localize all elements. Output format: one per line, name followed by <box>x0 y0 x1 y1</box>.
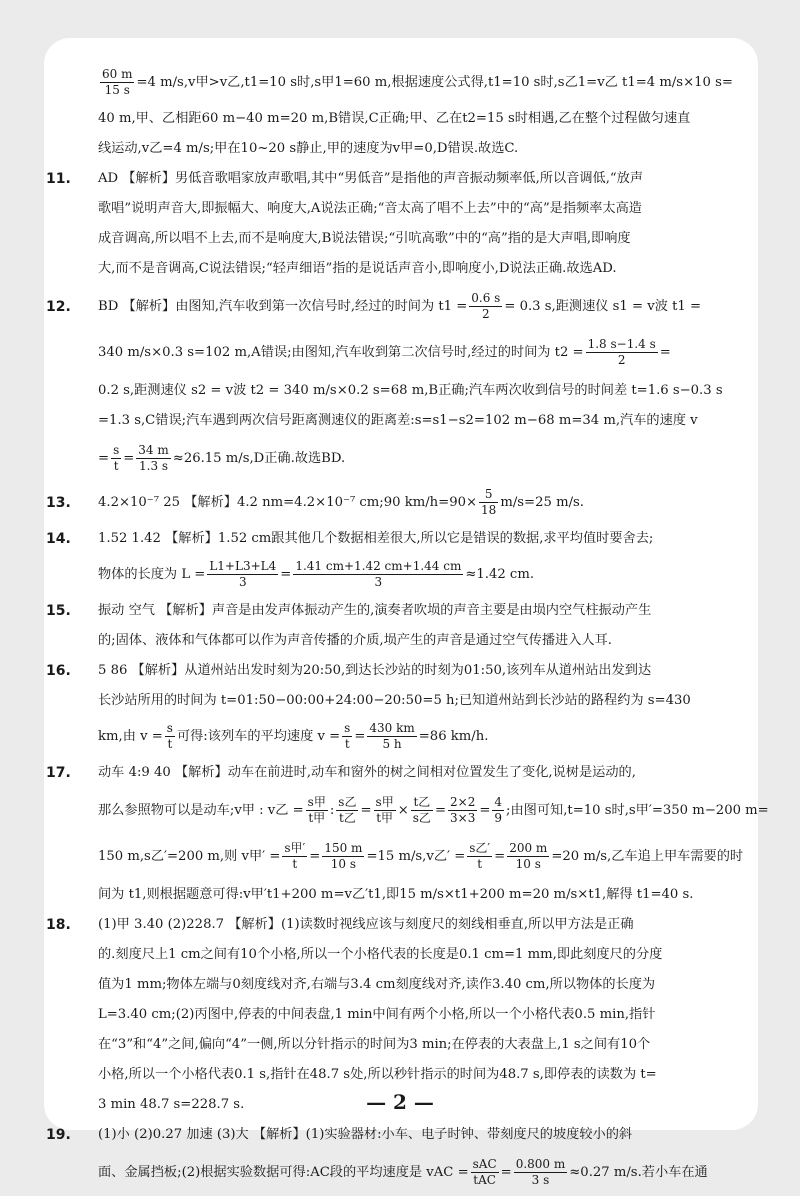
text-line: 歌唱”说明声音大,即振幅大、响度大,A说法正确;“音太高了唱不上去”中的“高”是指频率太高造 <box>98 201 642 216</box>
fraction: $\frac{60 m}{15 s}$ <box>102 67 133 97</box>
text-line: 的;固体、液体和气体都可以作为声音传播的介质,埙产生的声音是通过空气传播进入人耳. <box>98 633 612 648</box>
fraction: $\frac{0.6 s}{2}$ <box>471 291 501 321</box>
answer-page <box>44 38 769 1187</box>
text-line: 340 m/s×0.3 s=102 m,A错误;由图知,汽车收到第二次信号时,经过的时间为 t2 = $\frac{1.8 s-1.4 s}{2}$ = <box>98 337 671 367</box>
answer-13 <box>46 482 718 524</box>
question-number: 14. <box>46 531 71 547</box>
text-line: = $\frac{s}{t}$ = $\frac{34 m}{1.3 s}$ ≈26.15 m/s,D正确.故选BD. <box>98 443 346 473</box>
text-line: =1.3 s,C错误;汽车遇到两次信号距离测速仪的距离差:s=s1−s2=102 m−68 m=34 m,汽车的速度 v <box>98 413 698 428</box>
text-line: 成音调高,所以唱不上去,而不是响度大,B说法错误;“引吭高歌”中的“高”指的是大声唱,即响度 <box>98 231 631 246</box>
text-line: 5 86 【解析】从道州站出发时刻为20:50,到达长沙站的时刻为01:50,该列车从道州站出发到达 <box>98 663 652 678</box>
answer-18 <box>46 910 718 1120</box>
answer-10-continued <box>98 62 733 164</box>
fraction: $\frac{\text{s甲}}{\text{t甲}}$ <box>307 795 326 825</box>
text-line: 小格,所以一个小格代表0.1 s,指针在48.7 s处,所以秒针指示的时间为48.7 s,即停表的读数为 t= <box>98 1067 657 1082</box>
question-number: 11. <box>46 171 71 187</box>
question-number: 12. <box>46 299 71 315</box>
fraction: $\frac{1.8 s-1.4 s}{2}$ <box>587 337 656 367</box>
question-number: 16. <box>46 663 71 679</box>
answer-content <box>46 62 769 1196</box>
question-number: 15. <box>46 603 71 619</box>
text-line: (1)甲 3.40 (2)228.7 【解析】(1)读数时视线应该与刻度尺的刻线相垂直,所以甲方法是正确 <box>98 917 634 932</box>
text-line: 1.52 1.42 【解析】1.52 cm跟其他几个数据相差很大,所以它是错误的数据,求平均值时要舍去; <box>98 531 654 546</box>
text-line: 动车 4:9 40 【解析】动车在前进时,动车和窗外的树之间相对位置发生了变化,说树是运动的, <box>98 765 636 780</box>
text-line: 大,而不是音调高,C说法错误;“轻声细语”指的是说话声音小,即响度小,D说法正确.故选AD. <box>98 261 617 276</box>
fraction: $\frac{150 m}{10 s}$ <box>324 841 363 871</box>
text-line: 的.刻度尺上1 cm之间有10个小格,所以一个小格代表的长度是0.1 cm=1 mm,即此刻度尺的分度 <box>98 947 663 962</box>
text-line: 在“3”和“4”之间,偏向“4”一侧,所以分针指示的时间为3 min;在停表的大表盘上,1 s之间有10个 <box>98 1037 651 1052</box>
text-line: 0.2 s,距测速仪 s2 = v波 t2 = 340 m/s×0.2 s=68 m,B正确;汽车两次收到信号的时间差 t=1.6 s−0.3 s <box>98 383 723 398</box>
fraction: $\frac{200 m}{10 s}$ <box>509 841 548 871</box>
text-line: AD 【解析】男低音歌唱家放声歌唱,其中“男低音”是指他的声音振动频率低,所以音调低,“放声 <box>98 171 644 186</box>
fraction: $\frac{1.41 cm+1.42 cm+1.44 cm}{3}$ <box>295 559 462 589</box>
answer-11 <box>46 164 718 284</box>
text-line: 面、金属挡板;(2)根据实验数据可得:AC段的平均速度是 vAC = $\frac{\text{sAC}}{\text{tAC}}$ = $\frac{0.800 m}{3 s}$ ≈0.27 m/s.若小车在通 <box>98 1157 708 1187</box>
fraction: $\frac{\text{s甲′}}{t}$ <box>284 841 306 871</box>
fraction: $\frac{s}{t}$ <box>166 721 173 751</box>
answer-17 <box>46 758 769 910</box>
fraction: $\frac{34 m}{1.3 s}$ <box>138 443 169 473</box>
question-number: 17. <box>46 765 71 781</box>
fraction: $\frac{\text{s乙}}{\text{t乙}}$ <box>338 795 357 825</box>
question-number: 18. <box>46 917 71 933</box>
fraction: $\frac{0.800 m}{3 s}$ <box>515 1157 566 1187</box>
text-line: 40 m,甲、乙相距60 m−40 m=20 m,B错误,C正确;甲、乙在t2=15 s时相遇,乙在整个过程做匀速直 <box>98 111 691 126</box>
fraction: $\frac{\text{t乙}}{\text{s乙}}$ <box>412 795 431 825</box>
text-line: km,由 v = $\frac{s}{t}$ 可得:该列车的平均速度 v = $\frac{s}{t}$ = $\frac{430 km}{5 h}$ =86 km/h. <box>98 721 489 751</box>
text-line: 振动 空气 【解析】声音是由发声体振动产生的,演奏者吹埙的声音主要是由埙内空气柱振动产生 <box>98 603 652 618</box>
fraction: $\frac{2\times 2}{3\times 3}$ <box>450 795 476 825</box>
fraction: $\frac{L1+L3+L4}{3}$ <box>209 559 277 589</box>
fraction: $\frac{5}{18}$ <box>481 487 497 517</box>
text-line: BD 【解析】由图知,汽车收到第一次信号时,经过的时间为 t1 = $\frac{0.6 s}{2}$ = 0.3 s,距测速仪 s1 = v波 t1 = <box>98 291 702 321</box>
text-line: 线运动,v乙=4 m/s;甲在10~20 s静止,甲的速度为v甲=0,D错误.故选C. <box>98 141 519 156</box>
text-line: $\frac{60 m}{15 s}$ =4 m/s,v甲>v乙,t1=10 s时,s甲1=60 m,根据速度公式得,t1=10 s时,s乙1=v乙 t1=4 m/s×10 s= <box>102 67 733 97</box>
text-line: 4.2×10⁻⁷ 25 【解析】4.2 nm=4.2×10⁻⁷ cm;90 km/h=90× $\frac{5}{18}$ m/s=25 m/s. <box>98 487 584 517</box>
fraction: $\frac{\text{s乙′}}{t}$ <box>469 841 491 871</box>
answer-16 <box>46 656 718 758</box>
answer-19 <box>46 1120 718 1196</box>
text-line: L=3.40 cm;(2)丙图中,停表的中间表盘,1 min中间有两个小格,所以一个小格代表0.5 min,指针 <box>98 1007 656 1022</box>
text-line: 间为 t1,则根据题意可得:v甲′t1+200 m=v乙′t1,即15 m/s×t1+200 m=20 m/s×t1,解得 t1=40 s. <box>98 887 694 902</box>
fraction: $\frac{\text{sAC}}{\text{tAC}}$ <box>472 1157 497 1187</box>
text-line: 3 min 48.7 s=228.7 s. <box>98 1097 245 1112</box>
answer-14 <box>46 524 718 596</box>
page-number: — 2 — <box>366 1090 434 1114</box>
text-line: 长沙站所用的时间为 t=01:50−00:00+24:00−20:50=5 h;已知道州站到长沙站的路程约为 s=430 <box>98 693 691 708</box>
fraction: $\frac{\text{s甲}}{\text{t甲}}$ <box>375 795 394 825</box>
text-line: 物体的长度为 L = $\frac{L1+L3+L4}{3}$ = $\frac{1.41 cm+1.42 cm+1.44 cm}{3}$ ≈1.42 cm. <box>98 559 535 589</box>
answer-12 <box>46 284 723 482</box>
fraction: $\frac{4}{9}$ <box>494 795 503 825</box>
text-line: 那么参照物可以是动车;v甲 : v乙 = $\frac{\text{s甲}}{\text{t甲}}$ : $\frac{\text{s乙}}{\text{t乙}}$ = $\frac{\text{s甲}}{\text{t甲}}$ × $\frac{\text{t乙}}{\text{s乙}}$ = $\frac{2\times 2}{3\times 3}$ = $\frac{4}{9}$ ;由图可知,t=10 s时,s甲′=350 m−200 m= <box>98 795 769 825</box>
text-line: 150 m,s乙′=200 m,则 v甲′ = $\frac{\text{s甲′}}{t}$ = $\frac{150 m}{10 s}$ =15 m/s,v乙′ = $\frac{\text{s乙′}}{t}$ = $\frac{200 m}{10 s}$ =20 m/s,乙车追上甲车需要的时 <box>98 841 744 871</box>
fraction: $\frac{s}{t}$ <box>113 443 120 473</box>
answer-15 <box>46 596 718 656</box>
question-number: 19. <box>46 1127 71 1143</box>
text-line: (1)小 (2)0.27 加速 (3)大 【解析】(1)实验器材:小车、电子时钟、带刻度尺的坡度较小的斜 <box>98 1127 633 1142</box>
question-number: 13. <box>46 495 71 511</box>
text-line: 值为1 mm;物体左端与0刻度线对齐,右端与3.4 cm刻度线对齐,读作3.40 cm,所以物体的长度为 <box>98 977 656 992</box>
fraction: $\frac{430 km}{5 h}$ <box>369 721 415 751</box>
fraction: $\frac{s}{t}$ <box>344 721 351 751</box>
